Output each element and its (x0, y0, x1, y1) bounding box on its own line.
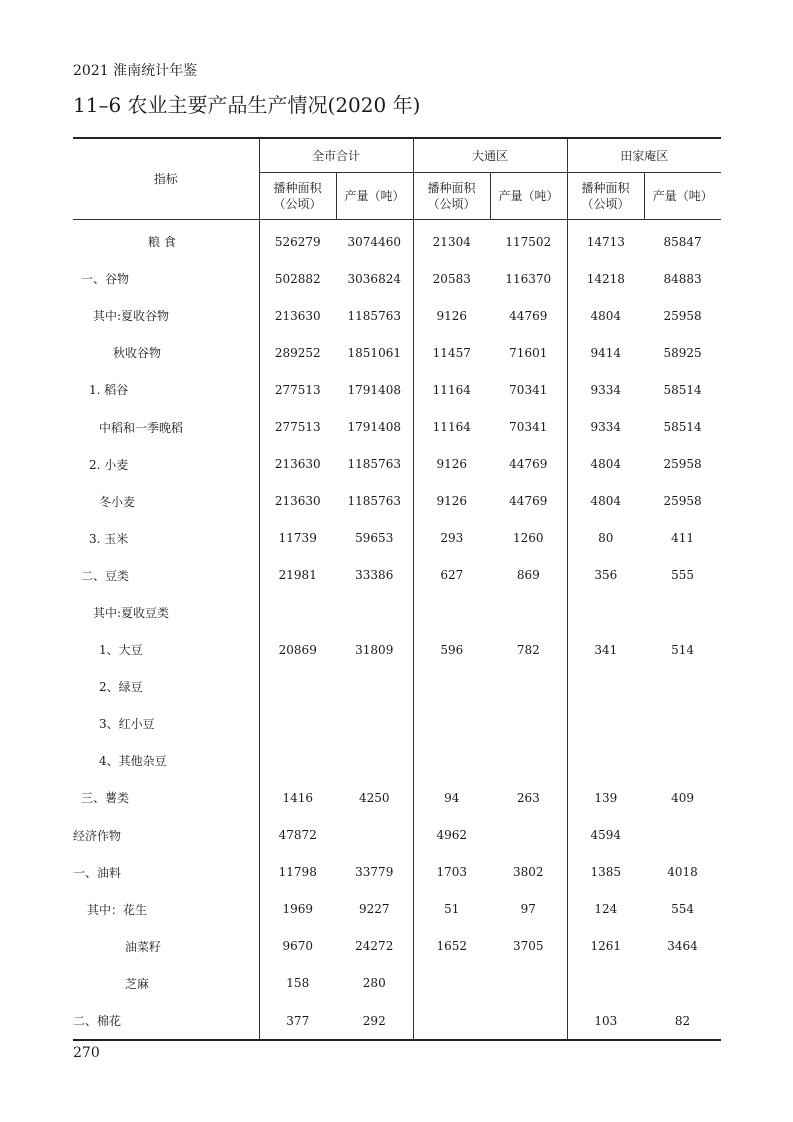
cell-citywide-area: 213630 (274, 308, 321, 323)
table-row (73, 928, 721, 965)
table-row (73, 334, 721, 371)
cell-citywide-area: 377 (286, 1013, 310, 1028)
cell-datong-area: 1652 (413, 928, 490, 965)
cell-datong-output: 97 (520, 902, 536, 917)
cell-citywide-output: 4250 (358, 790, 390, 805)
cell-datong-output (490, 742, 567, 779)
cell-datong-area: 9126 (413, 446, 490, 483)
cell-datong-area: 293 (413, 520, 490, 557)
table-row (73, 965, 721, 1002)
cell-tianjiaan-area: 14218 (567, 260, 644, 297)
row-label: 一、谷物 (73, 260, 259, 297)
cell-tianjiaan-area (567, 668, 644, 705)
cell-tianjiaan-area: 9414 (567, 334, 644, 371)
cell-datong-area (413, 705, 490, 742)
cell-citywide-output: 1185763 (347, 308, 401, 323)
cell-tianjiaan-output (644, 817, 721, 854)
cell-tianjiaan-output (644, 742, 721, 779)
cell-citywide-area: 277513 (274, 382, 321, 397)
cell-tianjiaan-output: 82 (674, 1013, 691, 1028)
cell-citywide-area: 277513 (274, 420, 321, 435)
cell-tianjiaan-output: 85847 (663, 234, 702, 249)
cell-tianjiaan-output: 555 (671, 568, 694, 583)
cell-citywide-area: 289252 (274, 345, 321, 360)
cell-tianjiaan-area: 341 (567, 631, 644, 668)
cell-tianjiaan-output: 25958 (663, 457, 702, 472)
cell-citywide-area: 1969 (282, 902, 314, 917)
sub-header-output: 产量（吨） (490, 173, 567, 220)
cell-tianjiaan-output: 25958 (663, 494, 702, 509)
cell-citywide-output: 9227 (358, 902, 390, 917)
cell-citywide-output: 59653 (355, 531, 394, 546)
statistics-table (73, 137, 721, 1041)
cell-tianjiaan-area (567, 965, 644, 1002)
table-row (73, 557, 721, 594)
cell-datong-area: 94 (413, 779, 490, 816)
cell-tianjiaan-area: 103 (567, 1002, 644, 1040)
cell-tianjiaan-area: 139 (567, 779, 644, 816)
cell-tianjiaan-area (567, 594, 644, 631)
table-row (73, 371, 721, 408)
cell-datong-output (490, 817, 567, 854)
row-label: 1. 稻谷 (73, 371, 259, 408)
table-row (73, 297, 721, 334)
cell-citywide-output (336, 668, 413, 705)
table-row (73, 594, 721, 631)
cell-datong-output (490, 705, 567, 742)
cell-datong-output: 3705 (513, 939, 544, 954)
cell-datong-output: 263 (516, 790, 540, 805)
cell-citywide-output: 33779 (355, 865, 394, 880)
page-number: 270 (73, 1045, 100, 1061)
cell-citywide-output: 1185763 (347, 457, 401, 472)
statistics-table-container (73, 137, 721, 1041)
row-label: 3. 玉米 (73, 520, 259, 557)
cell-citywide-output (336, 594, 413, 631)
cell-tianjiaan-area: 1261 (567, 928, 644, 965)
cell-datong-output (490, 594, 567, 631)
row-label: 其中：花生 (73, 891, 259, 928)
cell-tianjiaan-area: 9334 (567, 371, 644, 408)
table-row (73, 631, 721, 668)
cell-datong-output: 117502 (505, 234, 552, 249)
region-header-citywide: 全市合计 (259, 138, 413, 173)
cell-datong-area (413, 742, 490, 779)
row-label: 粮 食 (73, 220, 259, 261)
cell-tianjiaan-output: 411 (671, 531, 694, 546)
table-row (73, 520, 721, 557)
cell-tianjiaan-area: 9334 (567, 408, 644, 445)
cell-datong-area: 627 (413, 557, 490, 594)
cell-datong-output: 116370 (505, 271, 552, 286)
cell-citywide-output: 1185763 (347, 494, 401, 509)
cell-datong-area (413, 1002, 490, 1040)
cell-citywide-area (259, 668, 336, 705)
cell-tianjiaan-output: 25958 (663, 308, 702, 323)
cell-tianjiaan-area: 4804 (567, 297, 644, 334)
cell-citywide-output: 33386 (355, 568, 394, 583)
cell-citywide-output: 292 (362, 1013, 386, 1028)
row-label: 4、其他杂豆 (73, 742, 259, 779)
sub-header-output: 产量（吨） (336, 173, 413, 220)
cell-tianjiaan-area: 4804 (567, 483, 644, 520)
cell-citywide-output: 31809 (355, 642, 394, 657)
cell-tianjiaan-output (644, 668, 721, 705)
cell-datong-output: 70341 (509, 382, 548, 397)
cell-tianjiaan-output: 58925 (663, 345, 702, 360)
cell-datong-output: 3802 (513, 865, 544, 880)
cell-tianjiaan-area: 80 (567, 520, 644, 557)
table-row (73, 446, 721, 483)
table-row (73, 854, 721, 891)
cell-citywide-area: 213630 (274, 494, 321, 509)
cell-tianjiaan-output: 4018 (667, 865, 698, 880)
row-label: 2. 小麦 (73, 446, 259, 483)
table-body (73, 220, 721, 1041)
row-label: 1、大豆 (73, 631, 259, 668)
row-label: 秋收谷物 (73, 334, 259, 371)
sub-header-area (413, 173, 490, 220)
page-title: 11–6 农业主要产品生产情况(2020 年) (73, 93, 421, 117)
cell-citywide-output: 3036824 (347, 271, 401, 286)
cell-citywide-output: 1851061 (347, 345, 401, 360)
region-header-datong: 大通区 (413, 138, 567, 173)
table-row (73, 1002, 721, 1040)
cell-datong-output: 1260 (513, 531, 544, 546)
cell-citywide-area: 158 (286, 976, 310, 991)
cell-citywide-area (259, 705, 336, 742)
cell-datong-output: 44769 (509, 308, 548, 323)
cell-citywide-area (259, 594, 336, 631)
cell-datong-area: 4962 (413, 817, 490, 854)
cell-citywide-output: 280 (362, 976, 386, 991)
cell-citywide-area: 20869 (278, 642, 317, 657)
cell-citywide-area: 213630 (274, 457, 321, 472)
table-row (73, 891, 721, 928)
cell-tianjiaan-output: 58514 (663, 382, 702, 397)
cell-datong-area: 20583 (413, 260, 490, 297)
cell-datong-area: 1703 (413, 854, 490, 891)
cell-citywide-output: 1791408 (347, 420, 401, 435)
cell-tianjiaan-area: 4594 (567, 817, 644, 854)
cell-tianjiaan-area (567, 705, 644, 742)
sub-header-area (259, 173, 336, 220)
indicator-header: 指标 (73, 138, 259, 220)
cell-datong-area: 51 (413, 891, 490, 928)
row-label: 其中:夏收谷物 (73, 297, 259, 334)
cell-tianjiaan-output: 58514 (663, 420, 702, 435)
cell-citywide-output: 1791408 (347, 382, 401, 397)
cell-citywide-area: 526279 (274, 234, 321, 249)
cell-tianjiaan-area: 356 (567, 557, 644, 594)
cell-datong-area: 11457 (413, 334, 490, 371)
area-label: 播种面积 （公顷） (581, 181, 630, 211)
cell-tianjiaan-area: 4804 (567, 446, 644, 483)
cell-tianjiaan-output: 3464 (667, 939, 698, 954)
cell-datong-area: 11164 (413, 371, 490, 408)
cell-citywide-output (336, 817, 413, 854)
cell-datong-output (490, 668, 567, 705)
cell-tianjiaan-output: 554 (671, 902, 694, 917)
cell-tianjiaan-output (644, 965, 721, 1002)
cell-datong-area: 9126 (413, 483, 490, 520)
yearbook-name: 2021 淮南统计年鉴 (73, 63, 198, 79)
area-label: 播种面积 （公顷） (273, 181, 322, 211)
sub-header-output: 产量（吨） (644, 173, 721, 220)
table-row (73, 483, 721, 520)
cell-tianjiaan-area: 14713 (567, 220, 644, 261)
cell-datong-area (413, 965, 490, 1002)
cell-citywide-output: 3074460 (347, 234, 401, 249)
area-label: 播种面积 （公顷） (427, 181, 476, 211)
cell-datong-area: 9126 (413, 297, 490, 334)
table-row (73, 705, 721, 742)
cell-tianjiaan-output (644, 594, 721, 631)
cell-citywide-area: 11739 (278, 531, 317, 546)
cell-citywide-area: 21981 (278, 568, 317, 583)
cell-tianjiaan-area: 124 (567, 891, 644, 928)
row-label: 二、豆类 (73, 557, 259, 594)
cell-citywide-output (336, 705, 413, 742)
sub-header-area (567, 173, 644, 220)
table-row (73, 668, 721, 705)
cell-citywide-area: 1416 (282, 790, 314, 805)
cell-datong-output: 71601 (509, 345, 548, 360)
cell-datong-output: 44769 (509, 457, 548, 472)
row-label: 芝麻 (73, 965, 259, 1002)
cell-tianjiaan-output (644, 705, 721, 742)
table-row (73, 742, 721, 779)
cell-citywide-area: 502882 (274, 271, 321, 286)
cell-tianjiaan-output: 84883 (663, 271, 702, 286)
header-row-regions (73, 138, 721, 173)
cell-citywide-area: 47872 (278, 828, 317, 843)
row-label: 冬小麦 (73, 483, 259, 520)
table-row (73, 408, 721, 445)
cell-datong-output: 44769 (509, 494, 548, 509)
cell-datong-area (413, 668, 490, 705)
cell-citywide-output: 24272 (355, 939, 394, 954)
cell-citywide-area: 9670 (282, 939, 314, 954)
table-row (73, 260, 721, 297)
row-label: 二、棉花 (73, 1002, 259, 1040)
region-header-tianjiaan: 田家庵区 (567, 138, 721, 173)
cell-datong-output (490, 965, 567, 1002)
cell-datong-output: 869 (516, 568, 540, 583)
cell-datong-area: 11164 (413, 408, 490, 445)
table-row (73, 817, 721, 854)
cell-datong-area: 21304 (413, 220, 490, 261)
cell-datong-output (490, 1002, 567, 1040)
cell-datong-area (413, 594, 490, 631)
cell-tianjiaan-area (567, 742, 644, 779)
table-row (73, 220, 721, 261)
cell-datong-output: 782 (516, 642, 540, 657)
row-label: 2、绿豆 (73, 668, 259, 705)
cell-citywide-area: 11798 (278, 865, 317, 880)
row-label: 经济作物 (73, 817, 259, 854)
cell-citywide-output (336, 742, 413, 779)
row-label: 中稻和一季晚稻 (73, 408, 259, 445)
cell-tianjiaan-output: 409 (671, 790, 694, 805)
row-label: 一、油料 (73, 854, 259, 891)
cell-datong-area: 596 (413, 631, 490, 668)
table-row (73, 779, 721, 816)
cell-citywide-area (259, 742, 336, 779)
row-label: 3、红小豆 (73, 705, 259, 742)
row-label: 其中:夏收豆类 (73, 594, 259, 631)
row-label: 油菜籽 (73, 928, 259, 965)
cell-datong-output: 70341 (509, 420, 548, 435)
cell-tianjiaan-output: 514 (671, 642, 694, 657)
cell-tianjiaan-area: 1385 (567, 854, 644, 891)
row-label: 三、薯类 (73, 779, 259, 816)
